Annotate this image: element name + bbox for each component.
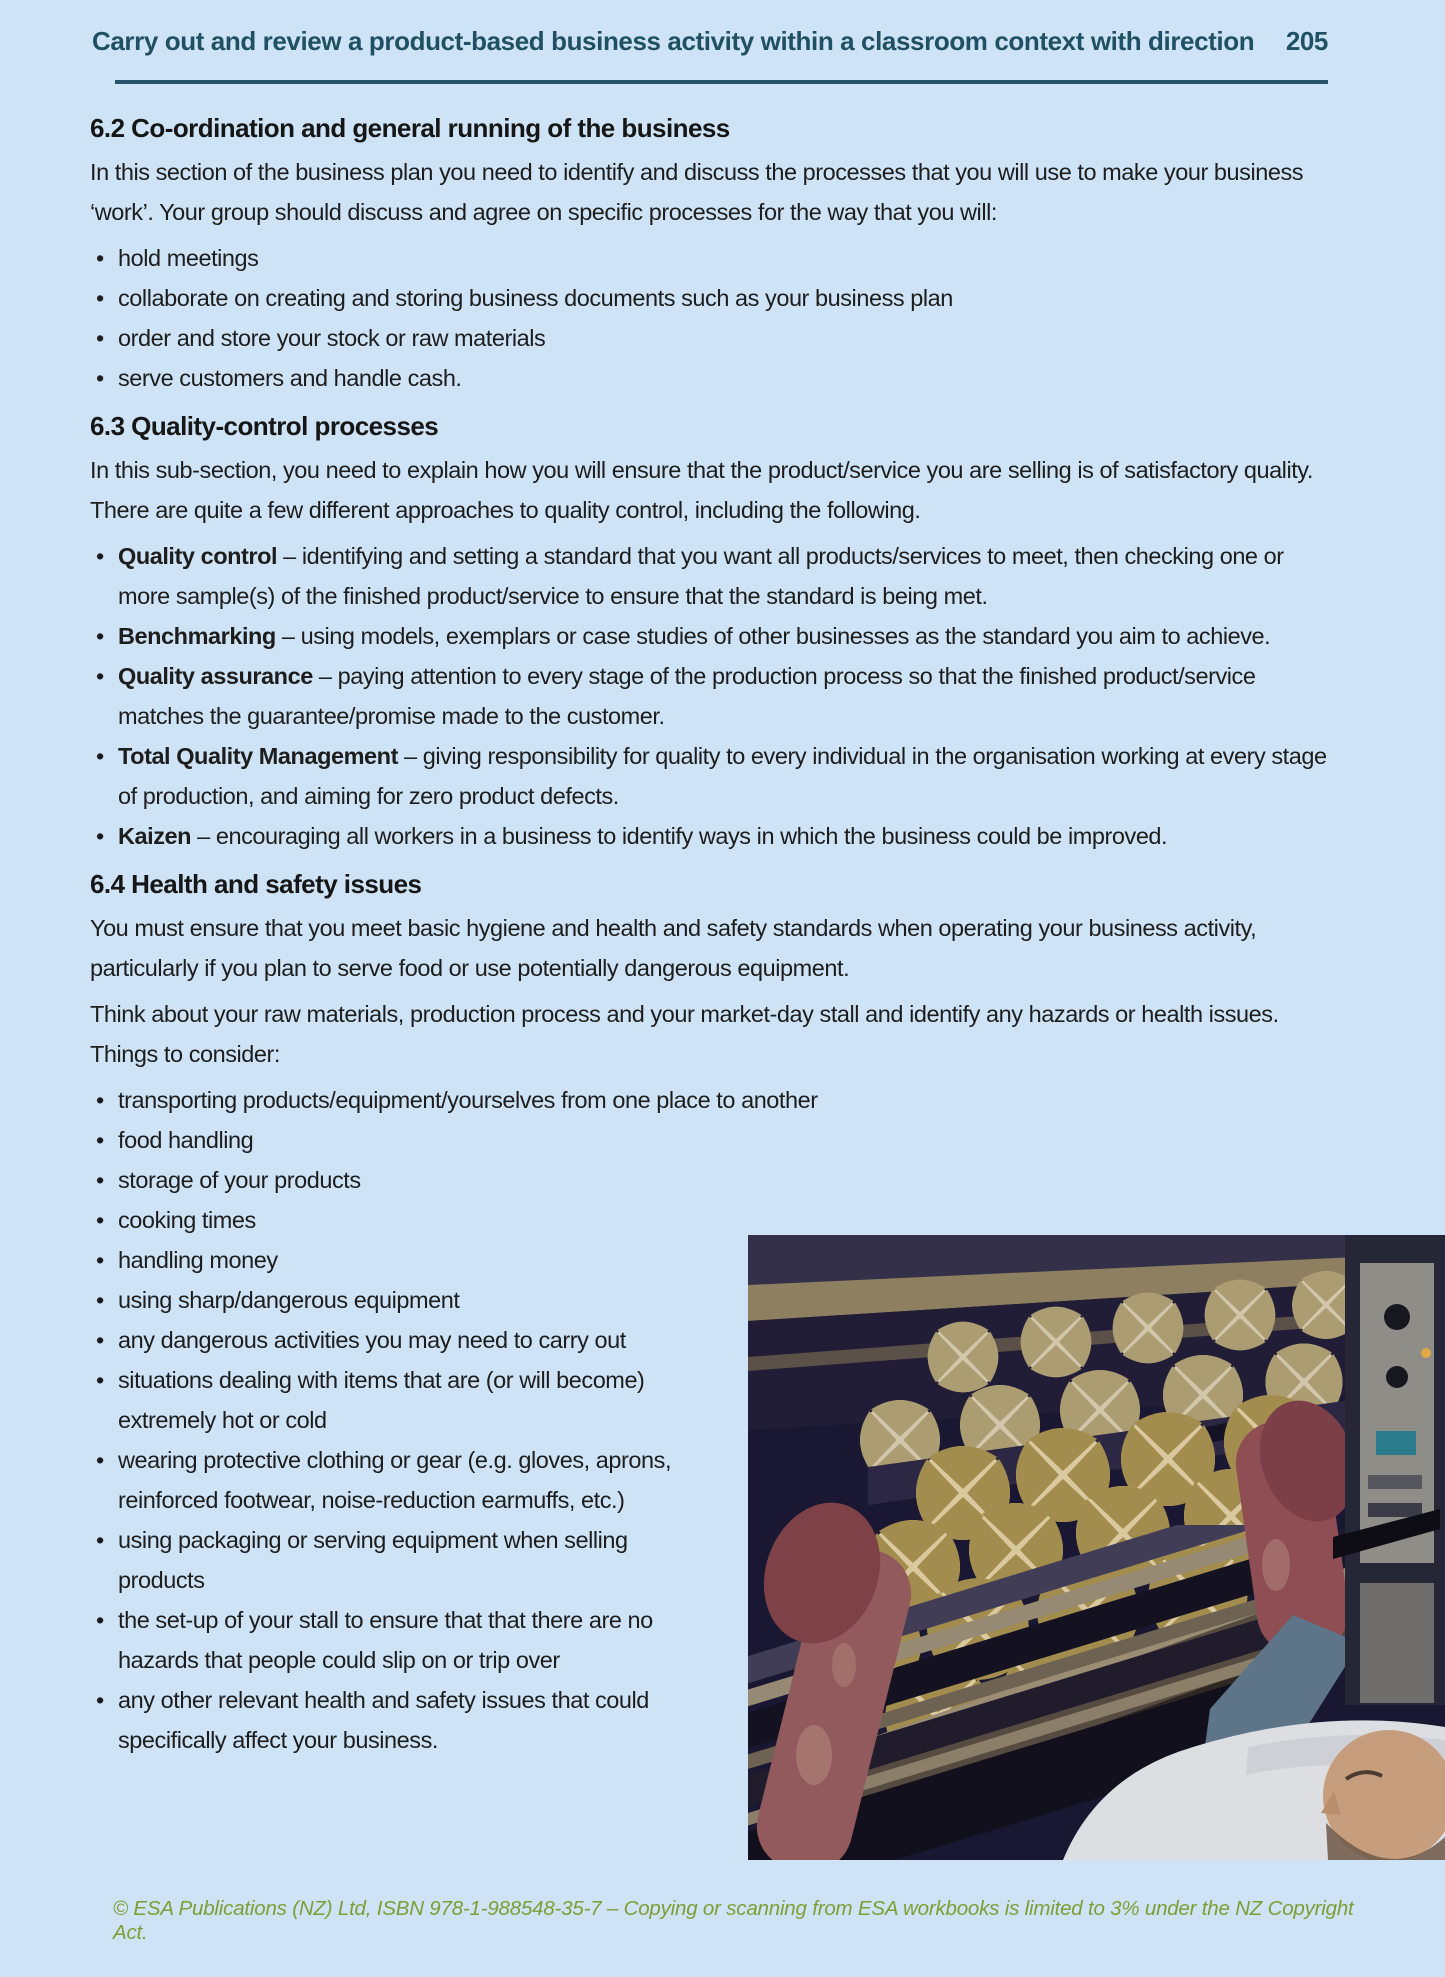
list-item: • using sharp/dangerous equipment (90, 1280, 706, 1320)
section-6-3-bullet-list (90, 536, 1330, 856)
section-6-4-intro: You must ensure that you meet basic hygiene and health and safety standards when operating your business activity, particularly if you plan to serve food or use potentially dangerous equipment. (90, 915, 1257, 981)
list-item: • transporting products/equipment/yourselves from one place to another (90, 1080, 1330, 1120)
list-item: • storage of your products (90, 1160, 1330, 1200)
list-item: • order and store your stock or raw materials (90, 318, 1330, 358)
section-heading-6-2: 6.2 Co-ordination and general running of the business (90, 113, 730, 143)
list-item: • serve customers and handle cash. (90, 358, 1330, 398)
oven-control-panel (1333, 1235, 1445, 1705)
list-item: • collaborate on creating and storing business documents such as your business plan (90, 278, 1330, 318)
list-item: • Benchmarking – using models, exemplars or case studies of other businesses as the standard you aim to achieve. (90, 616, 1330, 656)
photo-baker-oven-illustration (748, 1235, 1445, 1860)
list-item: • handling money (90, 1240, 706, 1280)
indicator-light (1421, 1348, 1431, 1358)
list-item: • wearing protective clothing or gear (e.g. gloves, aprons, reinforced footwear, noise-reduction earmuffs, etc.) (90, 1440, 706, 1520)
header-rule (115, 80, 1328, 84)
page-header (92, 26, 1328, 57)
list-item: • Kaizen – encouraging all workers in a business to identify ways in which the business could be improved. (90, 816, 1330, 856)
section-heading-6-4: 6.4 Health and safety issues (90, 869, 422, 899)
list-item: • the set-up of your stall to ensure that that there are no hazards that people could slip on or trip over (90, 1600, 706, 1680)
list-item: • situations dealing with items that are (or will become) extremely hot or cold (90, 1360, 706, 1440)
list-item: • any other relevant health and safety issues that could specifically affect your business. (90, 1680, 706, 1760)
section-6-2-bullet-list (90, 238, 1330, 398)
list-item: • food handling (90, 1120, 1330, 1160)
list-item: • cooking times (90, 1200, 706, 1240)
photo-baker-oven (748, 1235, 1445, 1860)
list-item: • Quality control – identifying and setting a standard that you want all products/services to meet, then checking one or more sample(s) of the finished product/service to ensure that the standard is being met. (90, 536, 1330, 616)
list-item: • Total Quality Management – giving responsibility for quality to every individual in the organisation working at every stage of production, and aiming for zero product defects. (90, 736, 1330, 816)
list-item: • using packaging or serving equipment when selling products (90, 1520, 706, 1600)
copyright-note: © ESA Publications (NZ) Ltd, ISBN 978-1-988548-35-7 – Copying or scanning from ESA workbooks is limited to 3% under the NZ Copyright Act. (113, 1897, 1354, 1944)
section-heading-6-3: 6.3 Quality-control processes (90, 411, 439, 441)
section-6-3-intro: In this sub-section, you need to explain how you will ensure that the product/service you are selling is of satisfactory quality. There are quite a few different approaches to quality control, including the following. (90, 457, 1313, 523)
list-item: • hold meetings (90, 238, 1330, 278)
page-header-title: Carry out and review a product-based business activity within a classroom context with direction (92, 26, 1255, 56)
list-item: • Quality assurance – paying attention to every stage of the production process so that the finished product/service matches the guarantee/promise made to the customer. (90, 656, 1330, 736)
section-6-4-intro-2: Think about your raw materials, production process and your market-day stall and identify any hazards or health issues. Things to consider: (90, 1001, 1279, 1067)
section-6-2-intro: In this section of the business plan you need to identify and discuss the processes that you will use to make your business ‘work’. Your group should discuss and agree on specific processes for the way that you will: (90, 159, 1304, 225)
list-item: • any dangerous activities you may need to carry out (90, 1320, 706, 1360)
page-number: 205 (1285, 26, 1328, 56)
